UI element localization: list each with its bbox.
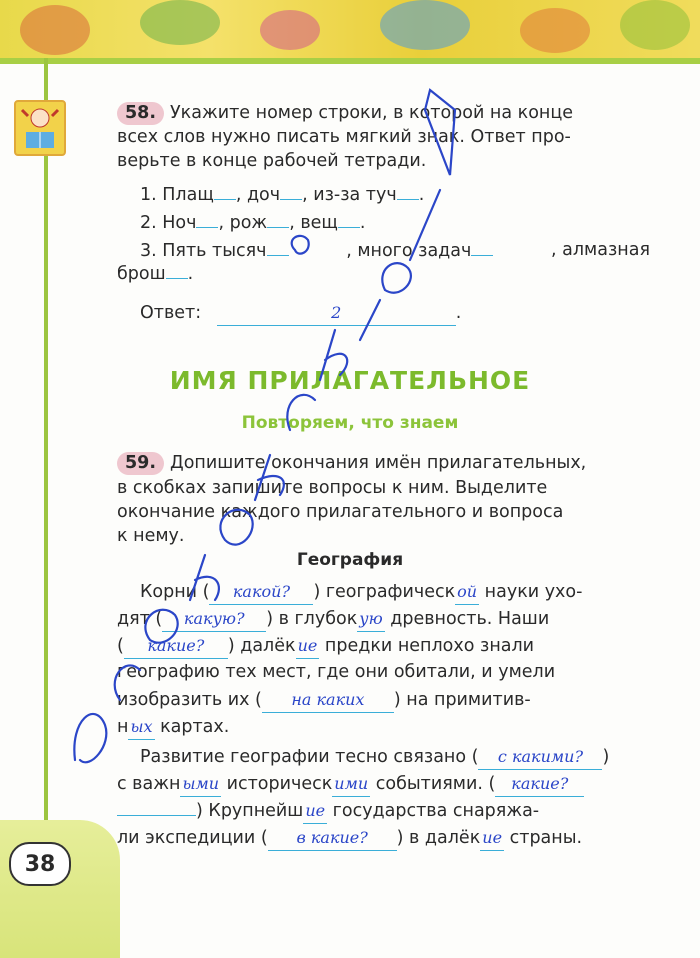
- blank-field[interactable]: [166, 262, 188, 279]
- story-line1: Корни ( какой? ) географическ ой науки ухо-: [140, 580, 582, 605]
- answer-field[interactable]: ими: [332, 772, 370, 797]
- blank-field[interactable]: [397, 183, 419, 200]
- answer-field[interactable]: 2: [217, 301, 456, 326]
- answer-field[interactable]: какую?: [162, 607, 266, 632]
- section-title: ИМЯ ПРИЛАГАТЕЛЬНОЕ: [169, 366, 531, 395]
- story-line2: дят ( какую? ) в глубок ую древность. Наши: [117, 607, 549, 632]
- story-line6: н ых картах.: [117, 715, 229, 740]
- answer-field[interactable]: ых: [128, 715, 154, 740]
- task58-line1: [117, 102, 573, 125]
- answer-row: Ответ: 2 .: [140, 301, 461, 326]
- blank-field[interactable]: [196, 211, 218, 228]
- margin-line: [44, 58, 48, 838]
- task59-line2: в скобках запишите вопросы к ним. Выделите: [117, 478, 548, 498]
- decorative-corner: [0, 820, 120, 958]
- answer-field[interactable]: с какими?: [478, 745, 602, 770]
- answer-field[interactable]: ую: [357, 607, 384, 632]
- task59-line3: окончание каждого прилагательного и вопроса: [117, 502, 564, 522]
- header-divider: [0, 58, 700, 64]
- task58-item3-cont: брош .: [117, 264, 194, 284]
- blank-field[interactable]: [214, 183, 236, 200]
- decorative-header-banner: [0, 0, 700, 58]
- blank-field[interactable]: [267, 211, 289, 228]
- task58-line3: верьте в конце рабочей тетради.: [117, 151, 427, 171]
- story-line8: с важн ыми историческ ими событиями. ( какие?: [117, 772, 584, 797]
- story-line4: географию тех мест, где они обитали, и умели: [117, 662, 556, 682]
- blank-field[interactable]: [471, 239, 493, 256]
- task58-item3: 3. Пять тысяч , много задач , алмазная: [140, 240, 650, 261]
- task-number-badge: 58.: [117, 102, 164, 125]
- answer-field[interactable]: ие: [296, 634, 320, 659]
- blank-field[interactable]: [267, 239, 289, 256]
- answer-field[interactable]: ие: [303, 799, 327, 824]
- story-line3: ( какие? ) далёк ие предки неплохо знали: [117, 634, 534, 659]
- story-line7: Развитие географии тесно связано ( с какими? ): [140, 745, 609, 770]
- answer-field-continued[interactable]: [117, 815, 196, 816]
- answer-label: Ответ:: [140, 303, 202, 323]
- story-line5: изобразить их ( на каких ) на примитив-: [117, 688, 531, 713]
- answer-field[interactable]: ыми: [180, 772, 221, 797]
- answer-field[interactable]: какие?: [124, 634, 228, 659]
- reading-child-icon: [14, 100, 66, 156]
- section-subtitle: Повторяем, что знаем: [241, 413, 459, 433]
- answer-field[interactable]: ие: [480, 826, 504, 851]
- answer-field[interactable]: какой?: [209, 580, 313, 605]
- task58-text: Укажите номер строки, в которой на конце: [170, 103, 574, 123]
- answer-field[interactable]: в какие?: [268, 826, 397, 851]
- task58-item1: 1. Плащ , доч , из-за туч .: [140, 185, 425, 205]
- story-line9: ) Крупнейш ие государства снаряжа-: [117, 799, 539, 824]
- task59-line1: 59. Допишите окончания имён прилагательных,: [117, 452, 586, 475]
- page-number: 38: [9, 842, 71, 886]
- answer-field[interactable]: на каких: [262, 688, 394, 713]
- blank-field[interactable]: [338, 211, 360, 228]
- task58-line2: всех слов нужно писать мягкий знак. Ответ про-: [117, 127, 571, 147]
- blank-field[interactable]: [280, 183, 302, 200]
- task-number-badge: 59.: [117, 452, 164, 475]
- story-title: География: [296, 550, 404, 570]
- task58-item2: 2. Ноч , рож , вещ .: [140, 213, 366, 233]
- answer-field[interactable]: ой: [455, 580, 479, 605]
- story-line10: ли экспедиции ( в какие? ) в далёк ие страны.: [117, 826, 582, 851]
- answer-field[interactable]: какие?: [495, 772, 584, 797]
- task59-line4: к нему.: [117, 526, 185, 546]
